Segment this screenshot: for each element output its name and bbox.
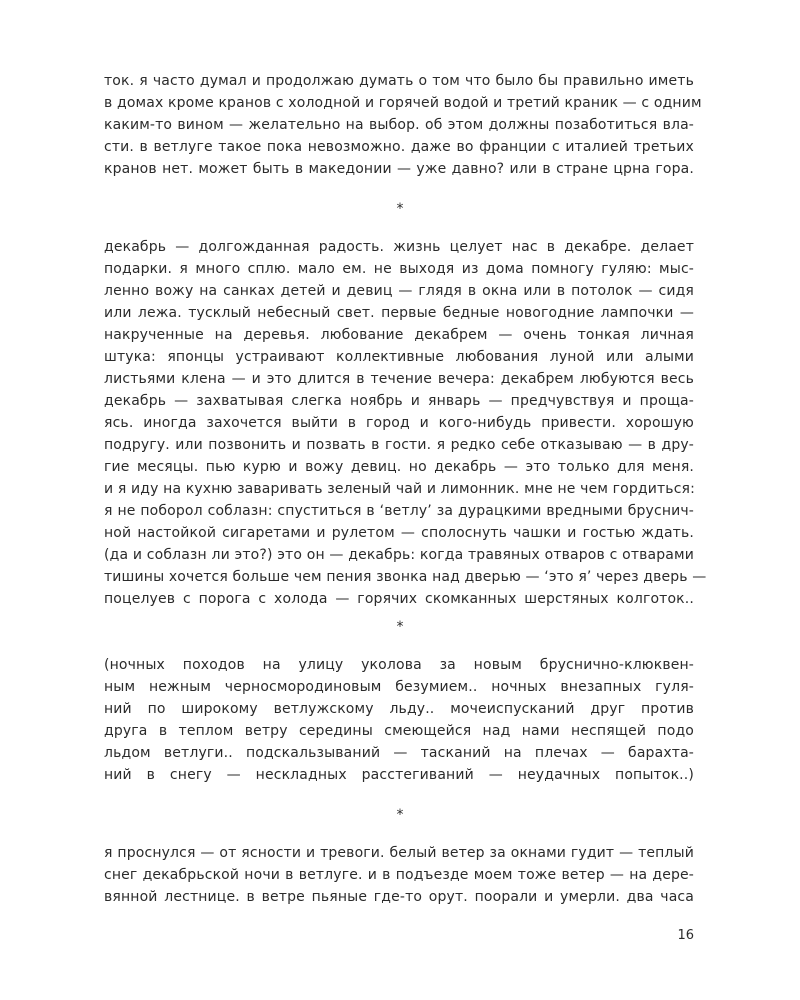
text-line: ясь. иногда захочется выйти в город и кого-нибудь привести. хорошую (104, 415, 694, 431)
text-line: штука: японцы устраивают коллективные любования луной или алыми (104, 349, 694, 365)
page-number: 16 (677, 928, 694, 943)
text-line: листьями клена — и это длится в течение вечера: декабрем любуются весь (104, 371, 694, 387)
text-line: подарки. я много сплю. мало ем. не выходя из дома помногу гуляю: мыс- (104, 261, 694, 277)
text-line: ным нежным черносмородиновым безумием.. ночных внезапных гуля- (104, 679, 694, 695)
text-line: вянной лестнице. в ветре пьяные где-то орут. поорали и умерли. два часа (104, 889, 694, 905)
text-line: (ночных походов на улицу уколова за новым бруснично-клюквен- (104, 657, 694, 673)
paragraph-1 (104, 70, 702, 180)
text-line: ленно вожу на санках детей и девиц — глядя в окна или в потолок — сидя (104, 283, 694, 299)
text-line: я проснулся — от ясности и тревоги. белый ветер за окнами гудит — теплый (104, 845, 694, 861)
text-line: гие месяцы. пью курю и вожу девиц. но декабрь — это только для меня. (104, 459, 694, 475)
text-line: поцелуев с порога с холода — горячих скомканных шерстяных колготок.. (104, 591, 694, 607)
text-line: ток. я часто думал и продолжаю думать о том что было бы правильно иметь (104, 73, 694, 89)
text-line: декабрь — захватывая слегка ноябрь и январь — предчувствуя и проща- (104, 393, 694, 409)
section-separator-3: * (396, 807, 404, 823)
text-line: я не поборол соблазн: спуститься в ‘ветлу’ за дурацкими вредными бруснич- (104, 503, 694, 519)
text-line: каким-то вином — желательно на выбор. об этом должны позаботиться вла- (104, 117, 694, 133)
text-line: кранов нет. может быть в македонии — уже давно? или в стране црна гора. (104, 161, 694, 177)
text-line: сти. в ветлуге такое пока невозможно. даже во франции с италией третьих (104, 139, 694, 155)
text-line: (да и соблазн ли это?) это он — декабрь: когда травяных отваров с отварами (104, 547, 694, 563)
paragraph-2 (104, 236, 707, 610)
text-line: или лежа. тусклый небесный свет. первые бедные новогодние лампочки — (104, 305, 694, 321)
text-line: накрученные на деревья. любование декабрем — очень тонкая личная (104, 327, 694, 343)
text-line: в домах кроме кранов с холодной и горячей водой и третий краник — с одним (104, 95, 702, 111)
section-separator-1: * (396, 201, 404, 217)
text-line: снег декабрьской ночи в ветлуге. и в подъезде моем тоже ветер — на дере- (104, 867, 694, 883)
paragraph-4 (104, 842, 694, 908)
text-line: подругу. или позвонить и позвать в гости. я редко себе отказываю — в дру- (104, 437, 694, 453)
text-line: друга в теплом ветру середины смеющейся над нами неспящей подо (104, 723, 694, 739)
text-line: тишины хочется больше чем пения звонка над дверью — ‘это я’ через дверь — (104, 569, 707, 585)
section-separator-2: * (396, 619, 404, 635)
paragraph-3 (104, 654, 694, 786)
text-line: льдом ветлуги.. подскальзываний — тасканий на плечах — барахта- (104, 745, 694, 761)
text-line: ний в снегу — нескладных расстегиваний — неудачных попыток..) (104, 767, 694, 783)
text-line: декабрь — долгожданная радость. жизнь целует нас в декабре. делает (104, 239, 694, 255)
text-line: и я иду на кухню заваривать зеленый чай и лимонник. мне не чем гордиться: (104, 481, 695, 497)
text-line: ний по широкому ветлужскому льду.. мочеиспусканий друг против (104, 701, 694, 717)
text-line: ной настойкой сигаретами и рулетом — сполоснуть чашки и гостью ждать. (104, 525, 694, 541)
